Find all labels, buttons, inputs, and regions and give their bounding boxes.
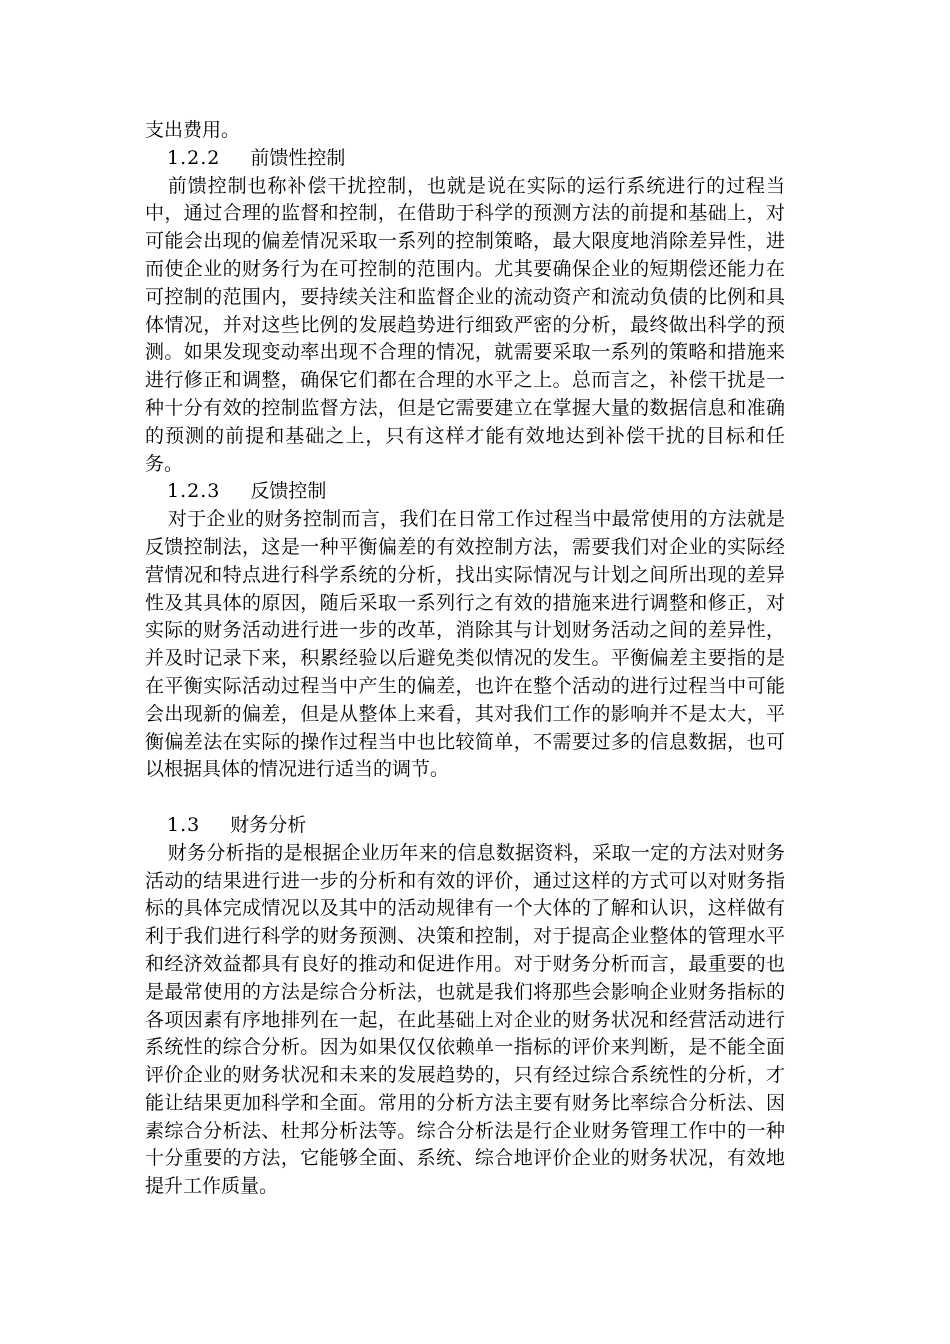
section-heading-1-3 (145, 812, 785, 840)
section-number: 1.2.2 (167, 146, 221, 169)
section-heading-1-2-3 (145, 478, 785, 506)
section-body-1-2-3: 对于企业的财务控制而言，我们在日常工作过程当中最常使用的方法就是反馈控制法，这是一种平衡偏差的有效控制方法，需要我们对企业的实际经营情况和特点进行科学系统的分析，找出实际情况与计划之间所出现的差异性及其具体的原因，随后采取一系列行之有效的措施来进行调整和修正，对实际的财务活动进行进一步的改革，消除其与计划财务活动之间的差异性，并及时记录下来，积累经验以后避免类似情况的发生。平衡偏差主要指的是在平衡实际活动过程当中产生的偏差，也许在整个活动的进行过程当中可能会出现新的偏差，但是从整体上来看，其对我们工作的影响并不是太大，平衡偏差法在实际的操作过程当中也比较简单，不需要过多的信息数据，也可以根据具体的情况进行适当的调节。 (145, 508, 785, 781)
section-title: 前馈性控制 (250, 146, 346, 169)
section-title: 财务分析 (230, 813, 307, 836)
section-number: 1.2.3 (167, 480, 221, 503)
lead-text: 支出费用。 (145, 119, 241, 141)
spacer (145, 784, 785, 812)
section-heading-1-2-2 (145, 145, 785, 173)
section-body-1-3: 财务分析指的是根据企业历年来的信息数据资料，采取一定的方法对财务活动的结果进行进一步的分析和有效的评价，通过这样的方式可以对财务指标的具体完成情况以及其中的活动规律有一个大体的了解和认识，这样做有利于我们进行科学的财务预测、决策和控制，对于提高企业整体的管理水平和经济效益都具有良好的推动和促进作用。对于财务分析而言，最重要的也是最常使用的方法是综合分析法，也就是我们将那些会影响企业财务指标的各项因素有序地排列在一起，在此基础上对企业的财务状况和经营活动进行系统性的综合分析。因为如果仅仅依赖单一指标的评价来判断，是不能全面评价企业的财务状况和未来的发展趋势的，只有经过综合系统性的分析，才能让结果更加科学和全面。常用的分析方法主要有财务比率综合分析法、因素综合分析法、杜邦分析法等。综合分析法是行企业财务管理工作中的一种十分重要的方法，它能够全面、系统、综合地评价企业的财务状况，有效地提升工作质量。 (145, 841, 785, 1198)
section-body-1-2-2: 前馈控制也称补偿干扰控制，也就是说在实际的运行系统进行的过程当中，通过合理的监督和控制，在借助于科学的预测方法的前提和基础上，对可能会出现的偏差情况采取一系列的控制策略，最大限度地消除差异性，进而使企业的财务行为在可控制的范围内。尤其要确保企业的短期偿还能力在可控制的范围内，要持续关注和监督企业的流动资产和流动负债的比例和具体情况，并对这些比例的发展趋势进行细致严密的分析，最终做出科学的预测。如果发现变动率出现不合理的情况，就需要采取一系列的策略和措施来进行修正和调整，确保它们都在合理的水平之上。总而言之，补偿干扰是一种十分有效的控制监督方法，但是它需要建立在掌握大量的数据信息和准确的预测的前提和基础之上，只有这样才能有效地达到补偿干扰的目标和任务。 (145, 174, 785, 475)
section-title: 反馈控制 (250, 480, 327, 503)
section-number: 1.3 (167, 813, 201, 836)
document-page (145, 117, 785, 1201)
